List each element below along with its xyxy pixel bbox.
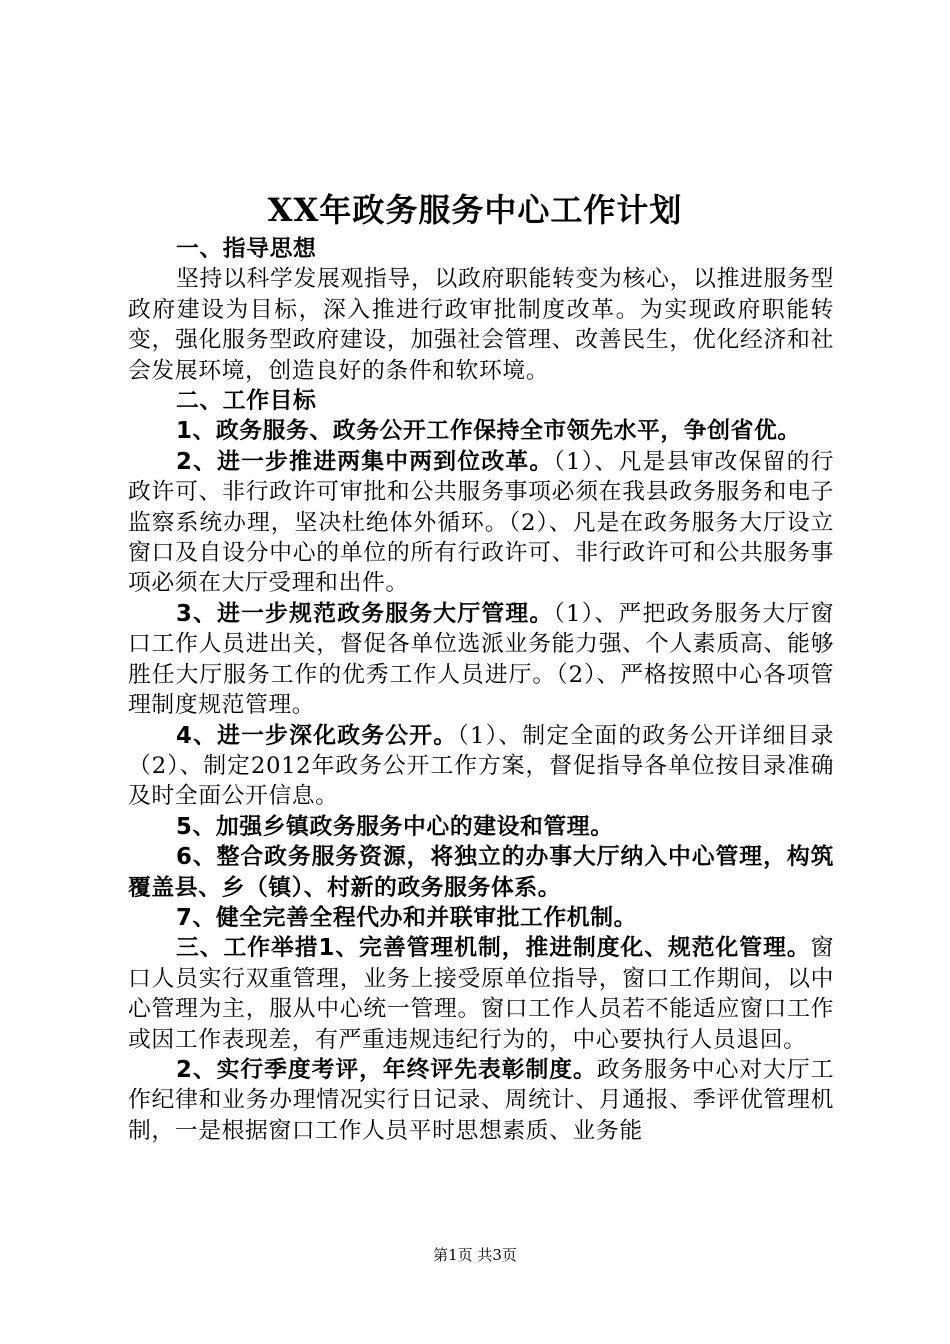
paragraph-heading: 2、进一步推进两集中两到位改革。 [176,448,554,475]
paragraph [128,264,834,386]
paragraph [128,721,834,812]
paragraph-heading: 二、工作目标 [176,388,317,415]
paragraph-text: 政务服务中心对大厅工作纪律和业务办理情况实行日记录、周统计、月通报、季评优管理机制，一是根据窗口工作人员平时思想素质、业务能 [128,1056,835,1144]
document-body [128,234,834,1146]
paragraph-heading: 一、指导思想 [176,236,317,262]
paragraph-heading: 3、进一步规范政务服务大厅管理。 [176,600,554,627]
paragraph [128,416,834,446]
paragraph [128,386,834,416]
paragraph [128,933,834,1055]
paragraph [128,1055,834,1146]
paragraph-text: （1）、制定全面的政务公开详细目录（2）、制定2012年政务公开工作方案，督促指导各单位按目录准确及时全面公开信息。 [128,722,835,810]
paragraph-heading: 7、健全完善全程代办和并联审批工作机制。 [176,904,638,931]
paragraph [128,447,834,599]
paragraph [128,842,834,903]
paragraph-heading: 6、整合政务服务资源，将独立的办事大厅纳入中心管理，构筑覆盖县、乡（镇）、村新的政务服务体系。 [128,844,834,901]
paragraph-text: （1）、凡是县审改保留的行政许可、非行政许可审批和公共服务事项必须在我县政务服务和电子监察系统办理，坚决杜绝体外循环。（2）、凡是在政务服务大厅设立窗口及自设分中心的单位的所有行政许可、非行政许可和公共服务事项必须在大厅受理和出件。 [128,448,834,597]
paragraph-heading: 三、工作举措1、完善管理机制，推进制度化、规范化管理。 [176,935,811,962]
paragraph-heading: 4、进一步深化政务公开。 [176,722,458,749]
paragraph-text: （1）、严把政务服务大厅窗口工作人员进出关，督促各单位选派业务能力强、个人素质高、能够胜任大厅服务工作的优秀工作人员进厅。（2）、严格按照中心各项管理制度规范管理。 [128,600,834,719]
paragraph-text: 坚持以科学发展观指导，以政府职能转变为核心，以推进服务型政府建设为目标，深入推进行政审批制度改革。为实现政府职能转变，强化服务型政府建设，加强社会管理、改善民生，优化经济和社会发展环境，创造良好的条件和软环境。 [128,266,834,384]
document-title: XX年政务服务中心工作计划 [267,191,683,229]
paragraph-heading: 2、实行季度考评，年终评先表彰制度。 [176,1056,597,1083]
page-footer: 第1页 共3页 [433,1246,517,1264]
paragraph [128,903,834,933]
paragraph-heading: 1、政务服务、政务公开工作保持全市领先水平，争创省优。 [176,418,801,445]
paragraph [128,234,834,264]
paragraph [128,812,834,842]
paragraph-text: 窗口人员实行双重管理，业务上接受原单位指导，窗口工作期间，以中心管理为主，服从中心统一管理。窗口工作人员若不能适应窗口工作或因工作表现差，有严重违规违纪行为的，中心要执行人员退回。 [128,935,834,1053]
paragraph-heading: 5、加强乡镇政务服务中心的建设和管理。 [176,813,614,840]
paragraph [128,599,834,721]
